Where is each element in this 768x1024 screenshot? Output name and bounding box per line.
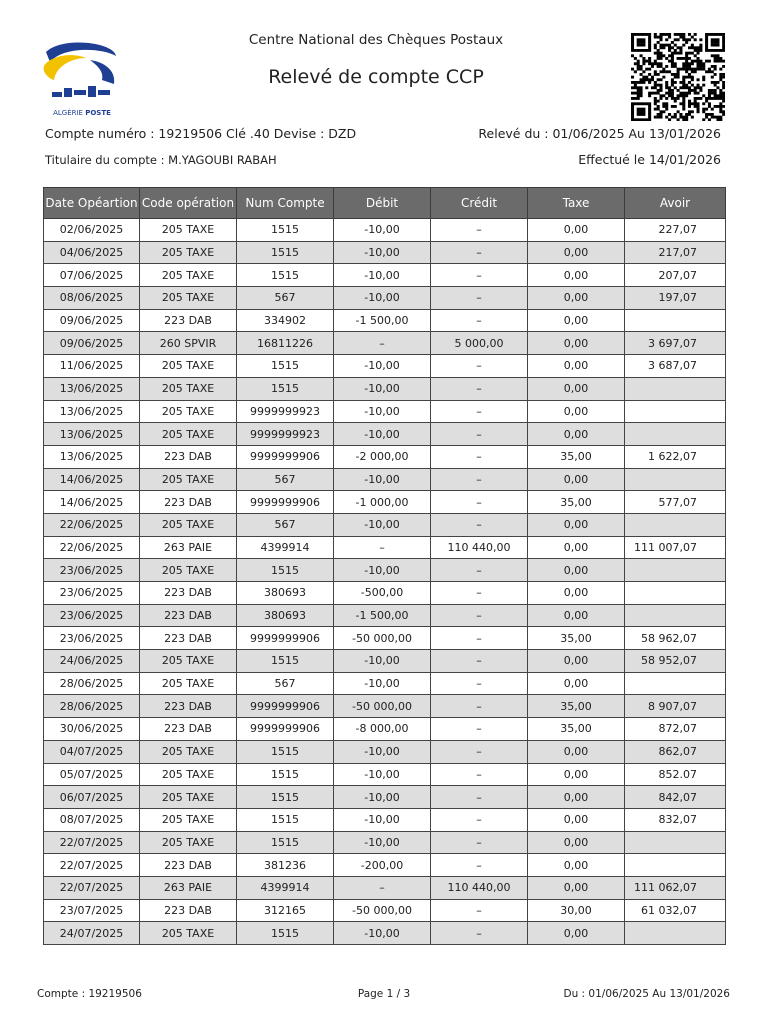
cell-credit: –: [431, 400, 528, 423]
cell-debit: -10,00: [334, 786, 431, 809]
cell-credit: –: [431, 468, 528, 491]
cell-code: 263 PAIE: [140, 536, 237, 559]
cell-date: 28/06/2025: [44, 672, 140, 695]
cell-debit: -2 000,00: [334, 445, 431, 468]
cell-debit: -10,00: [334, 513, 431, 536]
cell-code: 223 DAB: [140, 604, 237, 627]
cell-credit: 5 000,00: [431, 332, 528, 355]
cell-code: 205 TAXE: [140, 672, 237, 695]
cell-balance: 3 697,07: [625, 332, 726, 355]
cell-balance: 832,07: [625, 808, 726, 831]
cell-balance: 111 062,07: [625, 876, 726, 899]
cell-tax: 0,00: [528, 604, 625, 627]
cell-credit: 110 440,00: [431, 876, 528, 899]
cell-code: 223 DAB: [140, 695, 237, 718]
cell-tax: 0,00: [528, 559, 625, 582]
cell-tax: 0,00: [528, 287, 625, 310]
header-tax: Taxe: [528, 188, 625, 219]
table-row: [44, 808, 726, 831]
cell-code: 205 TAXE: [140, 763, 237, 786]
cell-date: 22/07/2025: [44, 876, 140, 899]
cell-code: 263 PAIE: [140, 876, 237, 899]
cell-debit: -10,00: [334, 241, 431, 264]
cell-debit: -10,00: [334, 377, 431, 400]
cell-code: 223 DAB: [140, 718, 237, 741]
cell-account: 567: [237, 468, 334, 491]
table-row: [44, 627, 726, 650]
cell-credit: –: [431, 264, 528, 287]
table-row: [44, 423, 726, 446]
cell-tax: 0,00: [528, 831, 625, 854]
cell-date: 14/06/2025: [44, 491, 140, 514]
cell-debit: -10,00: [334, 264, 431, 287]
cell-date: 23/06/2025: [44, 559, 140, 582]
cell-debit: -10,00: [334, 400, 431, 423]
cell-account: 9999999906: [237, 445, 334, 468]
cell-balance: [625, 582, 726, 605]
cell-credit: –: [431, 241, 528, 264]
cell-tax: 0,00: [528, 377, 625, 400]
table-row: [44, 445, 726, 468]
header-debit: Débit: [334, 188, 431, 219]
cell-tax: 0,00: [528, 355, 625, 378]
table-row: [44, 332, 726, 355]
cell-credit: –: [431, 445, 528, 468]
table-row: [44, 786, 726, 809]
cell-credit: –: [431, 513, 528, 536]
table-row: [44, 309, 726, 332]
table-row: [44, 491, 726, 514]
cell-code: 205 TAXE: [140, 808, 237, 831]
cell-code: 223 DAB: [140, 309, 237, 332]
cell-account: 1515: [237, 740, 334, 763]
table-row: [44, 241, 726, 264]
document-title: Relevé de compte CCP: [268, 66, 484, 88]
cell-credit: –: [431, 854, 528, 877]
table-row: [44, 536, 726, 559]
table-row: [44, 264, 726, 287]
svg-text:ALGÉRIE POSTE: [53, 108, 111, 117]
header-credit: Crédit: [431, 188, 528, 219]
cell-code: 205 TAXE: [140, 922, 237, 945]
cell-code: 205 TAXE: [140, 786, 237, 809]
table-row: [44, 355, 726, 378]
cell-tax: 0,00: [528, 740, 625, 763]
cell-debit: -8 000,00: [334, 718, 431, 741]
cell-balance: 8 907,07: [625, 695, 726, 718]
cell-code: 205 TAXE: [140, 355, 237, 378]
cell-date: 08/06/2025: [44, 287, 140, 310]
cell-tax: 0,00: [528, 309, 625, 332]
cell-tax: 0,00: [528, 808, 625, 831]
cell-account: 9999999906: [237, 491, 334, 514]
cell-credit: –: [431, 559, 528, 582]
cell-date: 07/06/2025: [44, 264, 140, 287]
cell-tax: 0,00: [528, 513, 625, 536]
cell-balance: 1 622,07: [625, 445, 726, 468]
cell-tax: 35,00: [528, 491, 625, 514]
cell-code: 205 TAXE: [140, 468, 237, 491]
cell-account: 4399914: [237, 536, 334, 559]
cell-balance: [625, 854, 726, 877]
cell-credit: –: [431, 355, 528, 378]
cell-date: 04/06/2025: [44, 241, 140, 264]
cell-date: 13/06/2025: [44, 400, 140, 423]
cell-date: 22/07/2025: [44, 854, 140, 877]
cell-debit: -10,00: [334, 650, 431, 673]
cell-date: 13/06/2025: [44, 445, 140, 468]
cell-debit: –: [334, 876, 431, 899]
cell-debit: –: [334, 332, 431, 355]
cell-date: 14/06/2025: [44, 468, 140, 491]
cell-account: 4399914: [237, 876, 334, 899]
cell-debit: -10,00: [334, 808, 431, 831]
footer-period: Du : 01/06/2025 Au 13/01/2026: [563, 988, 730, 1000]
cell-account: 9999999923: [237, 400, 334, 423]
cell-debit: -1 000,00: [334, 491, 431, 514]
cell-tax: 0,00: [528, 582, 625, 605]
cell-balance: 227,07: [625, 219, 726, 242]
cell-balance: [625, 559, 726, 582]
cell-tax: 35,00: [528, 695, 625, 718]
cell-debit: -10,00: [334, 287, 431, 310]
cell-account: 380693: [237, 604, 334, 627]
table-row: [44, 763, 726, 786]
cell-credit: –: [431, 287, 528, 310]
cell-tax: 0,00: [528, 423, 625, 446]
cell-credit: –: [431, 740, 528, 763]
cell-account: 1515: [237, 377, 334, 400]
cell-account: 567: [237, 287, 334, 310]
cell-balance: 862,07: [625, 740, 726, 763]
table-row: [44, 650, 726, 673]
cell-code: 223 DAB: [140, 491, 237, 514]
cell-credit: –: [431, 650, 528, 673]
cell-credit: –: [431, 899, 528, 922]
cell-debit: -10,00: [334, 763, 431, 786]
cell-date: 24/06/2025: [44, 650, 140, 673]
cell-account: 1515: [237, 808, 334, 831]
cell-tax: 0,00: [528, 332, 625, 355]
cell-balance: [625, 513, 726, 536]
cell-tax: 35,00: [528, 718, 625, 741]
cell-date: 06/07/2025: [44, 786, 140, 809]
cell-date: 22/06/2025: [44, 536, 140, 559]
cell-debit: -10,00: [334, 423, 431, 446]
cell-credit: –: [431, 582, 528, 605]
cell-balance: [625, 377, 726, 400]
cell-debit: -1 500,00: [334, 604, 431, 627]
cell-account: 567: [237, 672, 334, 695]
qr-code: [631, 33, 725, 121]
cell-account: 1515: [237, 355, 334, 378]
table-row: [44, 582, 726, 605]
cell-balance: [625, 672, 726, 695]
cell-date: 30/06/2025: [44, 718, 140, 741]
cell-tax: 0,00: [528, 763, 625, 786]
cell-credit: –: [431, 786, 528, 809]
cell-date: 23/06/2025: [44, 627, 140, 650]
cell-date: 11/06/2025: [44, 355, 140, 378]
cell-account: 1515: [237, 831, 334, 854]
cell-code: 223 DAB: [140, 899, 237, 922]
cell-account: 1515: [237, 264, 334, 287]
cell-credit: –: [431, 491, 528, 514]
cell-debit: –: [334, 536, 431, 559]
cell-debit: -10,00: [334, 831, 431, 854]
table-row: [44, 718, 726, 741]
cell-date: 08/07/2025: [44, 808, 140, 831]
cell-tax: 35,00: [528, 627, 625, 650]
cell-credit: 110 440,00: [431, 536, 528, 559]
cell-balance: 197,07: [625, 287, 726, 310]
cell-account: 16811226: [237, 332, 334, 355]
cell-tax: 0,00: [528, 672, 625, 695]
cell-debit: -1 500,00: [334, 309, 431, 332]
table-row: [44, 604, 726, 627]
cell-debit: -10,00: [334, 219, 431, 242]
cell-code: 205 TAXE: [140, 650, 237, 673]
cell-balance: [625, 604, 726, 627]
cell-code: 260 SPVIR: [140, 332, 237, 355]
cell-account: 9999999906: [237, 718, 334, 741]
cell-date: 23/06/2025: [44, 582, 140, 605]
cell-credit: –: [431, 695, 528, 718]
table-row: [44, 740, 726, 763]
cell-credit: –: [431, 672, 528, 695]
cell-tax: 0,00: [528, 536, 625, 559]
cell-code: 205 TAXE: [140, 241, 237, 264]
cell-tax: 0,00: [528, 468, 625, 491]
cell-code: 205 TAXE: [140, 264, 237, 287]
cell-credit: –: [431, 377, 528, 400]
cell-debit: -200,00: [334, 854, 431, 877]
cell-account: 380693: [237, 582, 334, 605]
cell-date: 05/07/2025: [44, 763, 140, 786]
cell-date: 23/06/2025: [44, 604, 140, 627]
cell-date: 23/07/2025: [44, 899, 140, 922]
table-row: [44, 922, 726, 945]
cell-account: 1515: [237, 922, 334, 945]
cell-debit: -500,00: [334, 582, 431, 605]
cell-balance: 842,07: [625, 786, 726, 809]
table-row: [44, 219, 726, 242]
cell-code: 205 TAXE: [140, 423, 237, 446]
header-balance: Avoir: [625, 188, 726, 219]
cell-account: 312165: [237, 899, 334, 922]
table-row: [44, 831, 726, 854]
table-header-row: [44, 188, 726, 219]
cell-code: 223 DAB: [140, 854, 237, 877]
cell-balance: [625, 831, 726, 854]
cell-debit: -50 000,00: [334, 627, 431, 650]
cell-tax: 0,00: [528, 264, 625, 287]
cell-code: 205 TAXE: [140, 400, 237, 423]
cell-credit: –: [431, 423, 528, 446]
header-account: Num Compte: [237, 188, 334, 219]
cell-account: 1515: [237, 559, 334, 582]
cell-date: 04/07/2025: [44, 740, 140, 763]
cell-credit: –: [431, 763, 528, 786]
table-row: [44, 468, 726, 491]
cell-balance: 207,07: [625, 264, 726, 287]
cell-code: 205 TAXE: [140, 513, 237, 536]
table-row: [44, 672, 726, 695]
cell-credit: –: [431, 219, 528, 242]
cell-balance: 111 007,07: [625, 536, 726, 559]
table-row: [44, 559, 726, 582]
table-row: [44, 876, 726, 899]
cell-account: 1515: [237, 763, 334, 786]
organization-name: Centre National des Chèques Postaux: [248, 32, 504, 48]
cell-account: 567: [237, 513, 334, 536]
cell-date: 22/06/2025: [44, 513, 140, 536]
cell-credit: –: [431, 922, 528, 945]
cell-tax: 0,00: [528, 876, 625, 899]
table-row: [44, 400, 726, 423]
cell-account: 1515: [237, 650, 334, 673]
cell-credit: –: [431, 831, 528, 854]
cell-code: 205 TAXE: [140, 219, 237, 242]
table-row: [44, 287, 726, 310]
cell-account: 9999999923: [237, 423, 334, 446]
cell-balance: [625, 400, 726, 423]
cell-debit: -10,00: [334, 672, 431, 695]
cell-balance: [625, 468, 726, 491]
cell-account: 9999999906: [237, 695, 334, 718]
cell-account: 1515: [237, 786, 334, 809]
cell-account: 1515: [237, 241, 334, 264]
table-row: [44, 513, 726, 536]
cell-date: 09/06/2025: [44, 332, 140, 355]
cell-date: 28/06/2025: [44, 695, 140, 718]
logo-text-poste: POSTE: [85, 109, 111, 117]
cell-credit: –: [431, 309, 528, 332]
cell-balance: 217,07: [625, 241, 726, 264]
cell-tax: 0,00: [528, 241, 625, 264]
cell-debit: -10,00: [334, 922, 431, 945]
header-code: Code opération: [140, 188, 237, 219]
cell-date: 13/06/2025: [44, 423, 140, 446]
footer-page: Page 1 / 3: [357, 988, 411, 1000]
cell-date: 09/06/2025: [44, 309, 140, 332]
cell-debit: -10,00: [334, 559, 431, 582]
cell-balance: 852.07: [625, 763, 726, 786]
cell-tax: 35,00: [528, 445, 625, 468]
cell-tax: 0,00: [528, 786, 625, 809]
cell-date: 24/07/2025: [44, 922, 140, 945]
cell-tax: 0,00: [528, 650, 625, 673]
cell-code: 223 DAB: [140, 627, 237, 650]
table-row: [44, 377, 726, 400]
cell-balance: 58 952,07: [625, 650, 726, 673]
cell-account: 381236: [237, 854, 334, 877]
cell-tax: 0,00: [528, 854, 625, 877]
cell-debit: -50 000,00: [334, 899, 431, 922]
cell-balance: [625, 423, 726, 446]
cell-balance: 577,07: [625, 491, 726, 514]
cell-tax: 0,00: [528, 922, 625, 945]
cell-date: 02/06/2025: [44, 219, 140, 242]
cell-account: 1515: [237, 219, 334, 242]
cell-code: 205 TAXE: [140, 831, 237, 854]
cell-balance: 3 687,07: [625, 355, 726, 378]
cell-date: 22/07/2025: [44, 831, 140, 854]
cell-debit: -10,00: [334, 355, 431, 378]
cell-balance: 61 032,07: [625, 899, 726, 922]
account-number: Compte numéro : 19219506 Clé .40 Devise : DZD: [45, 126, 357, 141]
cell-code: 205 TAXE: [140, 377, 237, 400]
logo-text-algerie: ALGÉRIE: [53, 109, 83, 117]
cell-code: 223 DAB: [140, 445, 237, 468]
cell-code: 205 TAXE: [140, 287, 237, 310]
cell-balance: [625, 922, 726, 945]
footer-account: Compte : 19219506: [37, 988, 142, 1000]
cell-date: 13/06/2025: [44, 377, 140, 400]
header-date: Date Opéartion: [44, 188, 140, 219]
transactions-table: [43, 187, 726, 945]
cell-credit: –: [431, 604, 528, 627]
cell-account: 9999999906: [237, 627, 334, 650]
cell-tax: 30,00: [528, 899, 625, 922]
issue-date: Effectué le 14/01/2026: [578, 152, 721, 167]
table-row: [44, 695, 726, 718]
cell-debit: -10,00: [334, 740, 431, 763]
cell-balance: [625, 309, 726, 332]
account-holder: Titulaire du compte : M.YAGOUBI RABAH: [45, 153, 277, 167]
cell-balance: 872,07: [625, 718, 726, 741]
cell-credit: –: [431, 627, 528, 650]
cell-balance: 58 962,07: [625, 627, 726, 650]
cell-code: 223 DAB: [140, 582, 237, 605]
cell-tax: 0,00: [528, 219, 625, 242]
table-row: [44, 899, 726, 922]
cell-code: 205 TAXE: [140, 740, 237, 763]
cell-debit: -50 000,00: [334, 695, 431, 718]
cell-tax: 0,00: [528, 400, 625, 423]
cell-debit: -10,00: [334, 468, 431, 491]
table-row: [44, 854, 726, 877]
statement-period: Relevé du : 01/06/2025 Au 13/01/2026: [478, 126, 721, 141]
cell-credit: –: [431, 718, 528, 741]
cell-account: 334902: [237, 309, 334, 332]
cell-code: 205 TAXE: [140, 559, 237, 582]
cell-credit: –: [431, 808, 528, 831]
